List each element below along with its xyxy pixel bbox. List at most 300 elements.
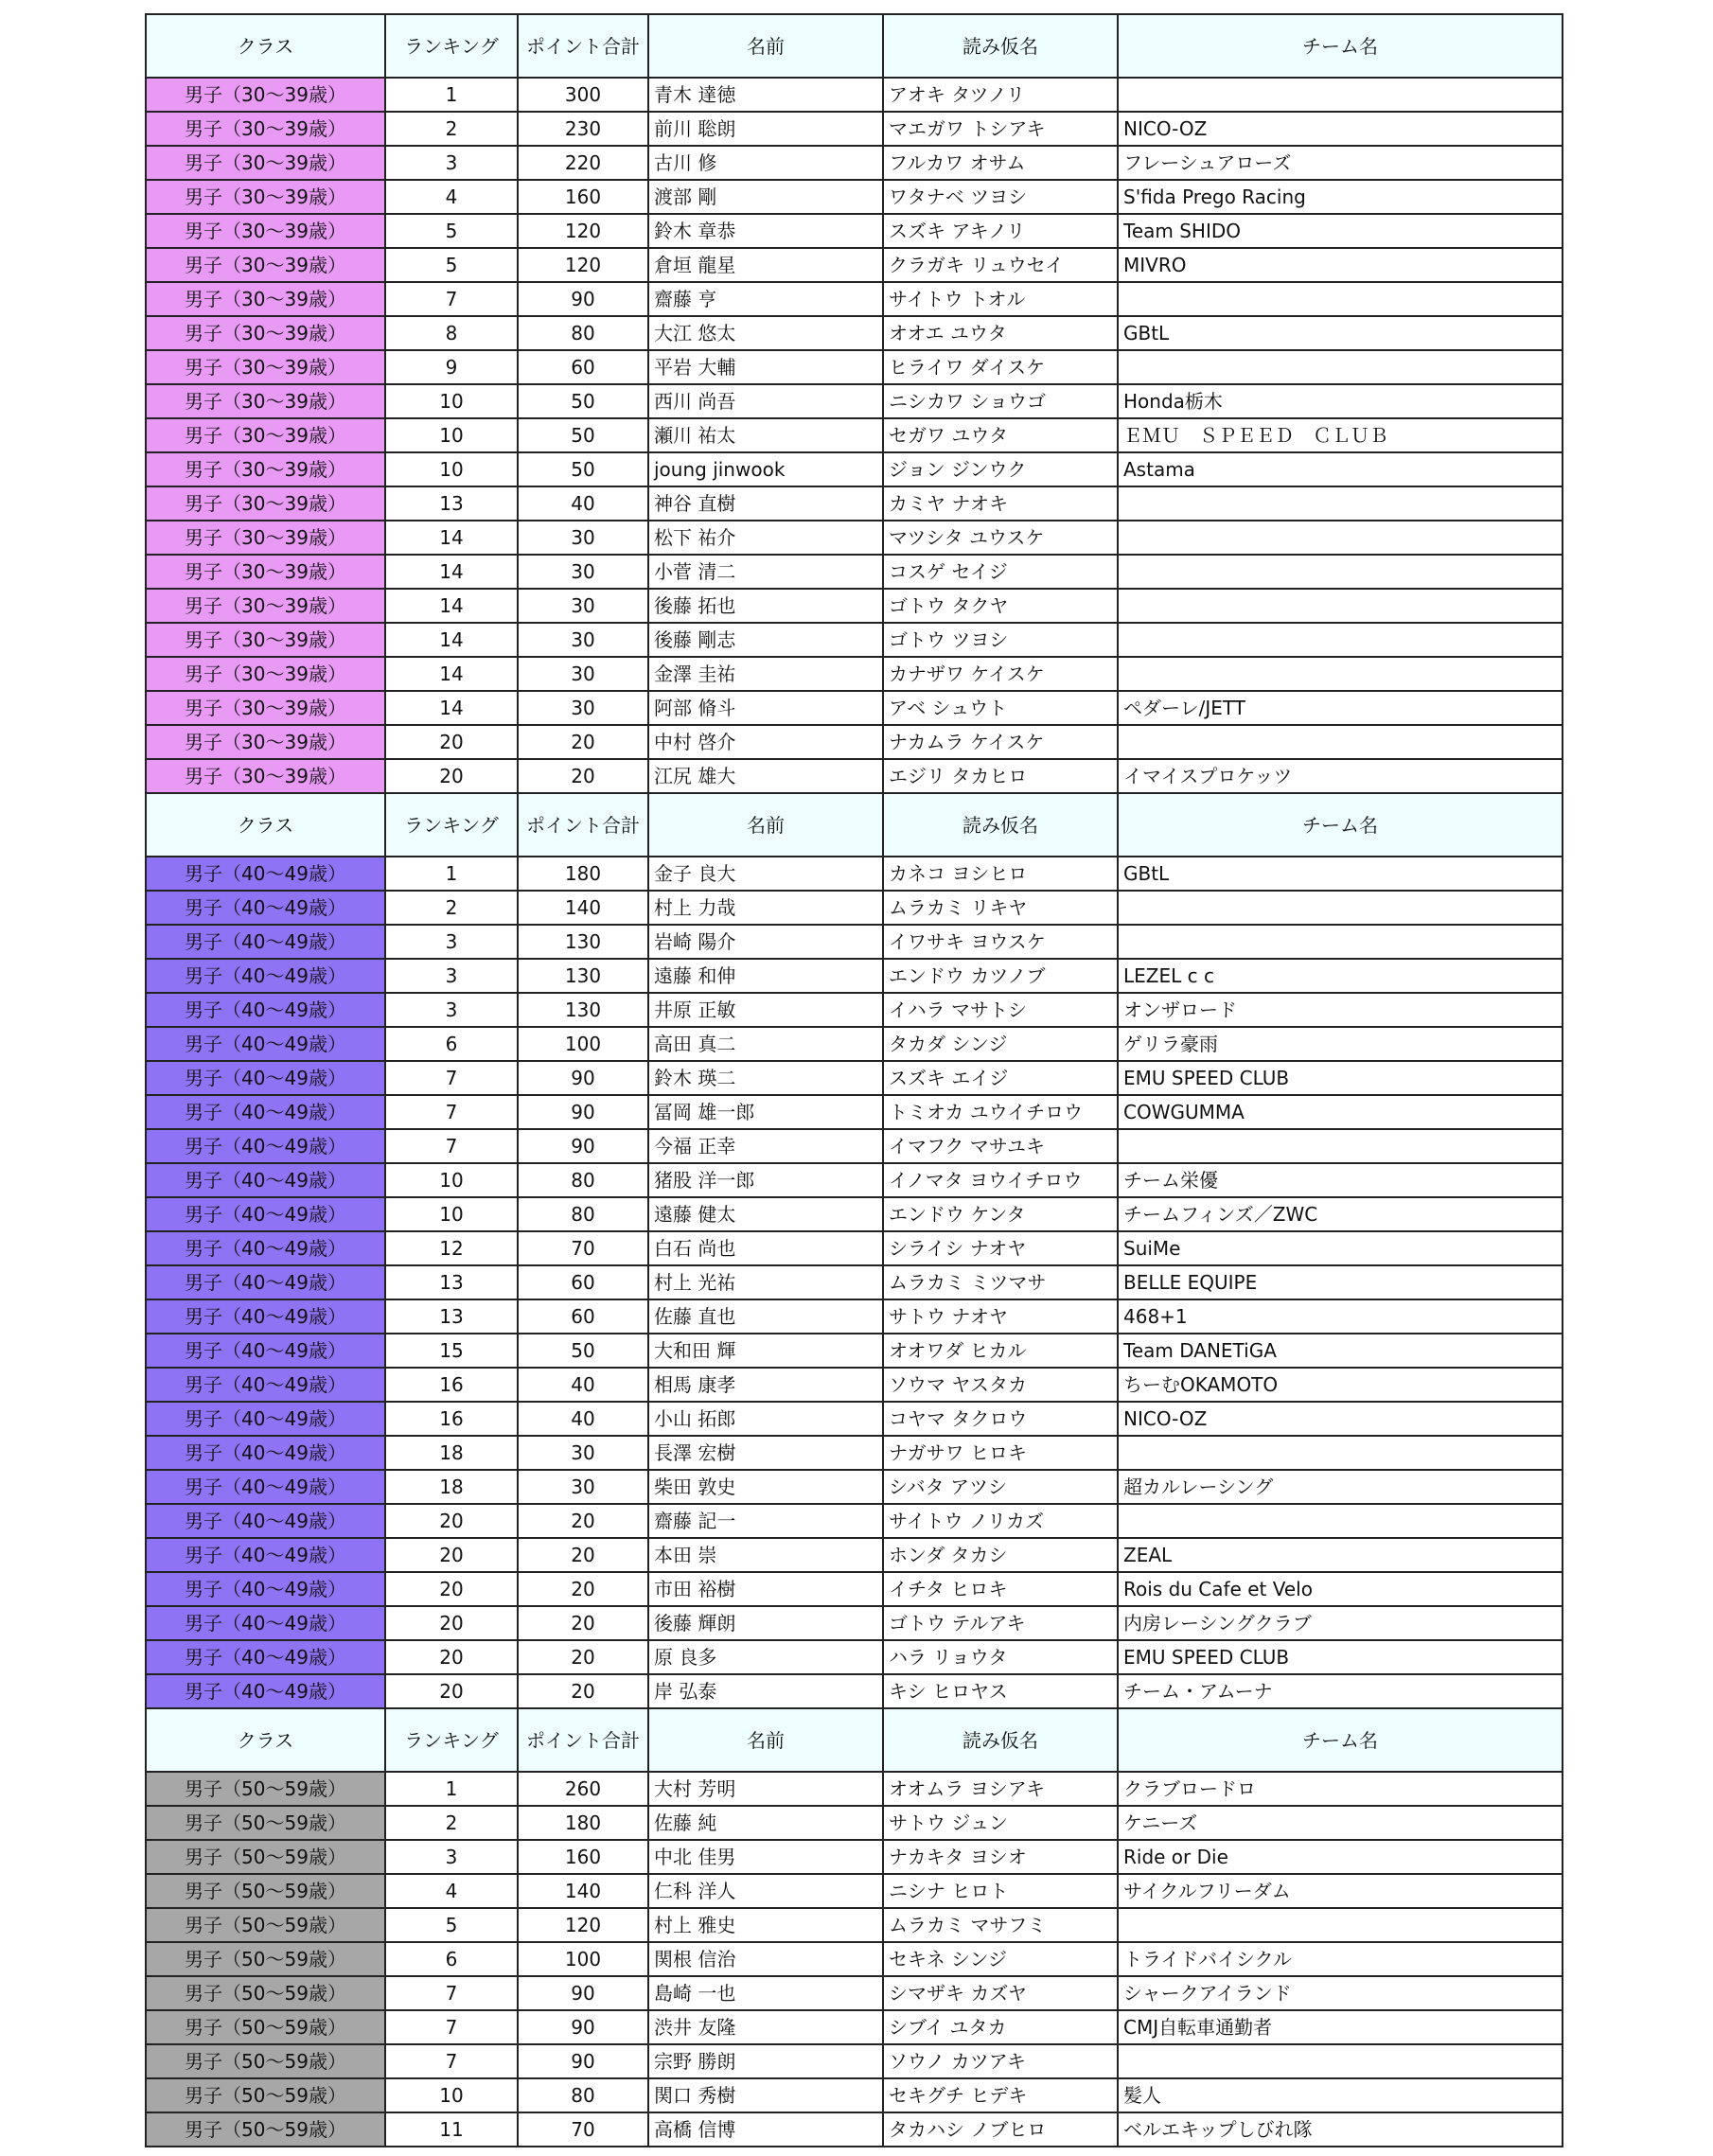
class-cell: 男子（40〜49歳）	[146, 1504, 385, 1538]
team-cell: ZEAL	[1118, 1538, 1563, 1572]
points-cell: 20	[518, 1674, 648, 1708]
table-row	[146, 1402, 1563, 1436]
name-cell: joung jinwook	[648, 452, 883, 486]
ranking-cell: 1	[385, 857, 518, 891]
kana-cell: シマザキ カズヤ	[883, 1976, 1118, 2010]
name-cell: 金澤 圭祐	[648, 657, 883, 691]
points-cell: 300	[518, 78, 648, 112]
class-cell: 男子（30〜39歳）	[146, 555, 385, 589]
table-row	[146, 1572, 1563, 1606]
ranking-cell: 20	[385, 759, 518, 793]
kana-cell: ニシカワ ショウゴ	[883, 384, 1118, 418]
ranking-cell: 14	[385, 657, 518, 691]
ranking-cell: 3	[385, 993, 518, 1027]
points-cell: 90	[518, 1129, 648, 1163]
points-cell: 120	[518, 214, 648, 248]
points-cell: 70	[518, 1231, 648, 1265]
ranking-cell: 7	[385, 2010, 518, 2044]
header-row	[146, 14, 1563, 78]
table-row	[146, 1806, 1563, 1840]
kana-cell: マエガワ トシアキ	[883, 112, 1118, 146]
class-cell: 男子（40〜49歳）	[146, 1674, 385, 1708]
points-cell: 260	[518, 1772, 648, 1806]
kana-cell: アオキ タツノリ	[883, 78, 1118, 112]
class-cell: 男子（40〜49歳）	[146, 925, 385, 959]
table-row	[146, 891, 1563, 925]
points-cell: 40	[518, 486, 648, 521]
name-cell: 島崎 一也	[648, 1976, 883, 2010]
kana-cell: サトウ ジュン	[883, 1806, 1118, 1840]
team-cell: ペダーレ/JETT	[1118, 691, 1563, 725]
team-cell	[1118, 282, 1563, 316]
points-cell: 60	[518, 350, 648, 384]
kana-header: 読み仮名	[883, 14, 1118, 78]
table-row	[146, 1874, 1563, 1908]
kana-cell: コヤマ タクロウ	[883, 1402, 1118, 1436]
name-cell: 齋藤 記一	[648, 1504, 883, 1538]
points-cell: 180	[518, 1806, 648, 1840]
team-cell: GBtL	[1118, 316, 1563, 350]
ranking-cell: 2	[385, 1806, 518, 1840]
points-cell: 130	[518, 959, 648, 993]
team-cell	[1118, 1504, 1563, 1538]
team-cell: COWGUMMA	[1118, 1095, 1563, 1129]
ranking-table-body	[146, 14, 1563, 2147]
team-cell: LEZEL c c	[1118, 959, 1563, 993]
team-cell	[1118, 486, 1563, 521]
kana-cell: ニシナ ヒロト	[883, 1874, 1118, 1908]
points-cell: 140	[518, 1874, 648, 1908]
name-cell: 長澤 宏樹	[648, 1436, 883, 1470]
kana-cell: タカダ シンジ	[883, 1027, 1118, 1061]
class-cell: 男子（40〜49歳）	[146, 1538, 385, 1572]
team-cell: チームフィンズ／ZWC	[1118, 1197, 1563, 1231]
ranking-cell: 7	[385, 1095, 518, 1129]
ranking-header: ランキング	[385, 1708, 518, 1772]
class-cell: 男子（40〜49歳）	[146, 1129, 385, 1163]
name-cell: 大和田 輝	[648, 1334, 883, 1368]
class-cell: 男子（50〜59歳）	[146, 1908, 385, 1942]
name-cell: 岸 弘泰	[648, 1674, 883, 1708]
kana-cell: マツシタ ユウスケ	[883, 521, 1118, 555]
ranking-cell: 16	[385, 1368, 518, 1402]
kana-cell: セキグチ ヒデキ	[883, 2078, 1118, 2112]
team-cell: クラブロードロ	[1118, 1772, 1563, 1806]
ranking-cell: 5	[385, 214, 518, 248]
name-cell: 倉垣 龍星	[648, 248, 883, 282]
ranking-cell: 8	[385, 316, 518, 350]
ranking-cell: 10	[385, 1197, 518, 1231]
kana-cell: タカハシ ノブヒロ	[883, 2112, 1118, 2147]
name-cell: 遠藤 和伸	[648, 959, 883, 993]
table-row	[146, 112, 1563, 146]
name-cell: 渡部 剛	[648, 180, 883, 214]
points-cell: 220	[518, 146, 648, 180]
table-row	[146, 418, 1563, 452]
ranking-cell: 7	[385, 282, 518, 316]
team-cell	[1118, 1908, 1563, 1942]
team-cell: ゲリラ豪雨	[1118, 1027, 1563, 1061]
table-row	[146, 1674, 1563, 1708]
class-cell: 男子（30〜39歳）	[146, 180, 385, 214]
class-cell: 男子（30〜39歳）	[146, 725, 385, 759]
kana-cell: アベ シュウト	[883, 691, 1118, 725]
team-cell: 内房レーシングクラブ	[1118, 1606, 1563, 1640]
table-row	[146, 1976, 1563, 2010]
name-cell: 関口 秀樹	[648, 2078, 883, 2112]
team-cell: S'fida Prego Racing	[1118, 180, 1563, 214]
ranking-cell: 14	[385, 555, 518, 589]
table-row	[146, 1436, 1563, 1470]
table-row	[146, 316, 1563, 350]
team-cell: Astama	[1118, 452, 1563, 486]
table-row	[146, 1368, 1563, 1402]
class-cell: 男子（40〜49歳）	[146, 993, 385, 1027]
ranking-cell: 10	[385, 384, 518, 418]
class-cell: 男子（40〜49歳）	[146, 1436, 385, 1470]
points-cell: 90	[518, 1061, 648, 1095]
kana-header: 読み仮名	[883, 1708, 1118, 1772]
team-cell	[1118, 623, 1563, 657]
team-header: チーム名	[1118, 793, 1563, 857]
class-cell: 男子（50〜59歳）	[146, 1874, 385, 1908]
table-row	[146, 350, 1563, 384]
kana-cell: トミオカ ユウイチロウ	[883, 1095, 1118, 1129]
team-cell: Team DANETiGA	[1118, 1334, 1563, 1368]
points-cell: 60	[518, 1265, 648, 1299]
ranking-cell: 6	[385, 1027, 518, 1061]
ranking-cell: 6	[385, 1942, 518, 1976]
team-cell	[1118, 350, 1563, 384]
points-cell: 80	[518, 1163, 648, 1197]
points-header: ポイント合計	[518, 1708, 648, 1772]
team-cell: NICO-OZ	[1118, 1402, 1563, 1436]
kana-cell: ゴトウ ツヨシ	[883, 623, 1118, 657]
points-header: ポイント合計	[518, 793, 648, 857]
kana-cell: コスゲ セイジ	[883, 555, 1118, 589]
kana-cell: カミヤ ナオキ	[883, 486, 1118, 521]
class-cell: 男子（40〜49歳）	[146, 1027, 385, 1061]
points-cell: 120	[518, 1908, 648, 1942]
name-cell: 鈴木 瑛二	[648, 1061, 883, 1095]
name-cell: 小山 拓郎	[648, 1402, 883, 1436]
points-cell: 50	[518, 418, 648, 452]
points-cell: 130	[518, 925, 648, 959]
ranking-cell: 3	[385, 959, 518, 993]
team-header: チーム名	[1118, 14, 1563, 78]
ranking-cell: 20	[385, 1572, 518, 1606]
ranking-cell: 20	[385, 1606, 518, 1640]
points-cell: 30	[518, 555, 648, 589]
points-cell: 50	[518, 384, 648, 418]
table-row	[146, 725, 1563, 759]
kana-cell: サイトウ ノリカズ	[883, 1504, 1118, 1538]
kana-cell: オオワダ ヒカル	[883, 1334, 1118, 1368]
ranking-cell: 3	[385, 146, 518, 180]
points-header: ポイント合計	[518, 14, 648, 78]
points-cell: 30	[518, 1470, 648, 1504]
table-row	[146, 1334, 1563, 1368]
ranking-cell: 2	[385, 112, 518, 146]
ranking-table	[145, 13, 1563, 2147]
ranking-header: ランキング	[385, 14, 518, 78]
class-cell: 男子（40〜49歳）	[146, 1163, 385, 1197]
points-cell: 90	[518, 1976, 648, 2010]
team-cell	[1118, 589, 1563, 623]
name-cell: 渋井 友隆	[648, 2010, 883, 2044]
table-row	[146, 78, 1563, 112]
kana-cell: ムラカミ ミツマサ	[883, 1265, 1118, 1299]
class-cell: 男子（30〜39歳）	[146, 214, 385, 248]
class-cell: 男子（30〜39歳）	[146, 452, 385, 486]
class-cell: 男子（40〜49歳）	[146, 857, 385, 891]
kana-cell: カネコ ヨシヒロ	[883, 857, 1118, 891]
table-row	[146, 146, 1563, 180]
table-row	[146, 1606, 1563, 1640]
name-cell: 瀬川 祐太	[648, 418, 883, 452]
class-cell: 男子（40〜49歳）	[146, 1334, 385, 1368]
class-cell: 男子（50〜59歳）	[146, 2078, 385, 2112]
kana-cell: クラガキ リュウセイ	[883, 248, 1118, 282]
name-cell: 中北 佳男	[648, 1840, 883, 1874]
points-cell: 20	[518, 759, 648, 793]
team-cell: Team SHIDO	[1118, 214, 1563, 248]
class-cell: 男子（40〜49歳）	[146, 1368, 385, 1402]
class-header: クラス	[146, 14, 385, 78]
points-cell: 30	[518, 1436, 648, 1470]
team-cell	[1118, 891, 1563, 925]
ranking-cell: 14	[385, 521, 518, 555]
class-cell: 男子（40〜49歳）	[146, 1640, 385, 1674]
table-row	[146, 1908, 1563, 1942]
table-row	[146, 657, 1563, 691]
team-cell: イマイスプロケッツ	[1118, 759, 1563, 793]
name-header: 名前	[648, 14, 883, 78]
kana-cell: ムラカミ マサフミ	[883, 1908, 1118, 1942]
points-cell: 30	[518, 691, 648, 725]
points-cell: 30	[518, 521, 648, 555]
points-cell: 120	[518, 248, 648, 282]
team-header: チーム名	[1118, 1708, 1563, 1772]
name-cell: 本田 崇	[648, 1538, 883, 1572]
class-cell: 男子（40〜49歳）	[146, 1299, 385, 1334]
ranking-cell: 7	[385, 1129, 518, 1163]
name-cell: 神谷 直樹	[648, 486, 883, 521]
ranking-cell: 18	[385, 1470, 518, 1504]
team-cell: MIVRO	[1118, 248, 1563, 282]
team-cell: チーム・アムーナ	[1118, 1674, 1563, 1708]
points-cell: 20	[518, 1606, 648, 1640]
kana-cell: シブイ ユタカ	[883, 2010, 1118, 2044]
name-cell: 西川 尚吾	[648, 384, 883, 418]
class-cell: 男子（50〜59歳）	[146, 1772, 385, 1806]
table-row	[146, 691, 1563, 725]
name-cell: 青木 達徳	[648, 78, 883, 112]
table-row	[146, 1504, 1563, 1538]
team-cell	[1118, 521, 1563, 555]
points-cell: 90	[518, 2010, 648, 2044]
ranking-cell: 10	[385, 452, 518, 486]
table-row	[146, 248, 1563, 282]
class-cell: 男子（40〜49歳）	[146, 959, 385, 993]
class-cell: 男子（30〜39歳）	[146, 486, 385, 521]
name-cell: 白石 尚也	[648, 1231, 883, 1265]
name-cell: 大江 悠太	[648, 316, 883, 350]
kana-cell: セガワ ユウタ	[883, 418, 1118, 452]
team-cell: Honda栃木	[1118, 384, 1563, 418]
table-row	[146, 925, 1563, 959]
name-cell: 大村 芳明	[648, 1772, 883, 1806]
table-row	[146, 1231, 1563, 1265]
ranking-cell: 18	[385, 1436, 518, 1470]
ranking-cell: 10	[385, 1163, 518, 1197]
kana-cell: キシ ヒロヤス	[883, 1674, 1118, 1708]
class-cell: 男子（40〜49歳）	[146, 1061, 385, 1095]
points-cell: 90	[518, 282, 648, 316]
ranking-cell: 20	[385, 1538, 518, 1572]
ranking-cell: 1	[385, 1772, 518, 1806]
class-cell: 男子（30〜39歳）	[146, 521, 385, 555]
header-row	[146, 1708, 1563, 1772]
team-cell	[1118, 2044, 1563, 2078]
ranking-cell: 7	[385, 1061, 518, 1095]
name-cell: 岩崎 陽介	[648, 925, 883, 959]
points-cell: 30	[518, 623, 648, 657]
team-cell: ベルエキップしびれ隊	[1118, 2112, 1563, 2147]
ranking-cell: 3	[385, 925, 518, 959]
ranking-header: ランキング	[385, 793, 518, 857]
kana-cell: ゴトウ タクヤ	[883, 589, 1118, 623]
class-header: クラス	[146, 1708, 385, 1772]
kana-cell: オオエ ユウタ	[883, 316, 1118, 350]
points-cell: 80	[518, 1197, 648, 1231]
table-row	[146, 214, 1563, 248]
points-cell: 80	[518, 316, 648, 350]
kana-cell: エンドウ ケンタ	[883, 1197, 1118, 1231]
kana-cell: カナザワ ケイスケ	[883, 657, 1118, 691]
team-cell	[1118, 925, 1563, 959]
points-cell: 30	[518, 657, 648, 691]
ranking-sheet	[145, 13, 1562, 2147]
name-cell: 村上 力哉	[648, 891, 883, 925]
table-row	[146, 2010, 1563, 2044]
table-row	[146, 1095, 1563, 1129]
name-cell: 猪股 洋一郎	[648, 1163, 883, 1197]
class-cell: 男子（30〜39歳）	[146, 112, 385, 146]
class-cell: 男子（50〜59歳）	[146, 2112, 385, 2147]
team-cell: CMJ自転車通勤者	[1118, 2010, 1563, 2044]
team-cell: 超カルレーシング	[1118, 1470, 1563, 1504]
kana-cell: イチタ ヒロキ	[883, 1572, 1118, 1606]
table-row	[146, 452, 1563, 486]
kana-cell: ムラカミ リキヤ	[883, 891, 1118, 925]
class-cell: 男子（40〜49歳）	[146, 1470, 385, 1504]
team-cell: ちーむOKAMOTO	[1118, 1368, 1563, 1402]
team-cell: 468+1	[1118, 1299, 1563, 1334]
points-cell: 160	[518, 1840, 648, 1874]
table-row	[146, 1299, 1563, 1334]
kana-cell: ソウノ カツアキ	[883, 2044, 1118, 2078]
name-header: 名前	[648, 1708, 883, 1772]
name-cell: 古川 修	[648, 146, 883, 180]
class-cell: 男子（30〜39歳）	[146, 146, 385, 180]
table-row	[146, 2078, 1563, 2112]
kana-cell: オオムラ ヨシアキ	[883, 1772, 1118, 1806]
table-row	[146, 993, 1563, 1027]
ranking-cell: 20	[385, 1640, 518, 1674]
kana-cell: イハラ マサトシ	[883, 993, 1118, 1027]
points-cell: 90	[518, 1095, 648, 1129]
name-cell: 金子 良大	[648, 857, 883, 891]
kana-cell: イワサキ ヨウスケ	[883, 925, 1118, 959]
name-cell: 宗野 勝朗	[648, 2044, 883, 2078]
name-cell: 井原 正敏	[648, 993, 883, 1027]
table-row	[146, 1640, 1563, 1674]
points-cell: 50	[518, 1334, 648, 1368]
class-cell: 男子（40〜49歳）	[146, 1265, 385, 1299]
kana-cell: セキネ シンジ	[883, 1942, 1118, 1976]
table-row	[146, 555, 1563, 589]
kana-cell: シライシ ナオヤ	[883, 1231, 1118, 1265]
table-row	[146, 1470, 1563, 1504]
class-cell: 男子（30〜39歳）	[146, 589, 385, 623]
team-cell: チーム栄優	[1118, 1163, 1563, 1197]
name-cell: 相馬 康孝	[648, 1368, 883, 1402]
table-row	[146, 623, 1563, 657]
kana-cell: ワタナベ ツヨシ	[883, 180, 1118, 214]
kana-cell: サトウ ナオヤ	[883, 1299, 1118, 1334]
name-cell: 阿部 脩斗	[648, 691, 883, 725]
team-cell: サイクルフリーダム	[1118, 1874, 1563, 1908]
name-cell: 平岩 大輔	[648, 350, 883, 384]
class-cell: 男子（50〜59歳）	[146, 1806, 385, 1840]
team-cell: シャークアイランド	[1118, 1976, 1563, 2010]
team-cell	[1118, 555, 1563, 589]
class-header: クラス	[146, 793, 385, 857]
name-cell: 中村 啓介	[648, 725, 883, 759]
class-cell: 男子（30〜39歳）	[146, 691, 385, 725]
ranking-cell: 4	[385, 1874, 518, 1908]
class-cell: 男子（30〜39歳）	[146, 418, 385, 452]
points-cell: 70	[518, 2112, 648, 2147]
kana-cell: シバタ アツシ	[883, 1470, 1118, 1504]
name-header: 名前	[648, 793, 883, 857]
table-row	[146, 857, 1563, 891]
name-cell: 前川 聡朗	[648, 112, 883, 146]
ranking-cell: 2	[385, 891, 518, 925]
table-row	[146, 521, 1563, 555]
name-cell: 仁科 洋人	[648, 1874, 883, 1908]
ranking-cell: 7	[385, 2044, 518, 2078]
table-row	[146, 759, 1563, 793]
table-row	[146, 486, 1563, 521]
points-cell: 40	[518, 1402, 648, 1436]
points-cell: 20	[518, 1538, 648, 1572]
name-cell: 松下 祐介	[648, 521, 883, 555]
ranking-cell: 14	[385, 589, 518, 623]
kana-cell: フルカワ オサム	[883, 146, 1118, 180]
table-row	[146, 282, 1563, 316]
name-cell: 原 良多	[648, 1640, 883, 1674]
kana-cell: ホンダ タカシ	[883, 1538, 1118, 1572]
name-cell: 市田 裕樹	[648, 1572, 883, 1606]
name-cell: 村上 雅史	[648, 1908, 883, 1942]
table-row	[146, 180, 1563, 214]
kana-cell: ナカムラ ケイスケ	[883, 725, 1118, 759]
ranking-cell: 13	[385, 1265, 518, 1299]
ranking-cell: 16	[385, 1402, 518, 1436]
points-cell: 60	[518, 1299, 648, 1334]
